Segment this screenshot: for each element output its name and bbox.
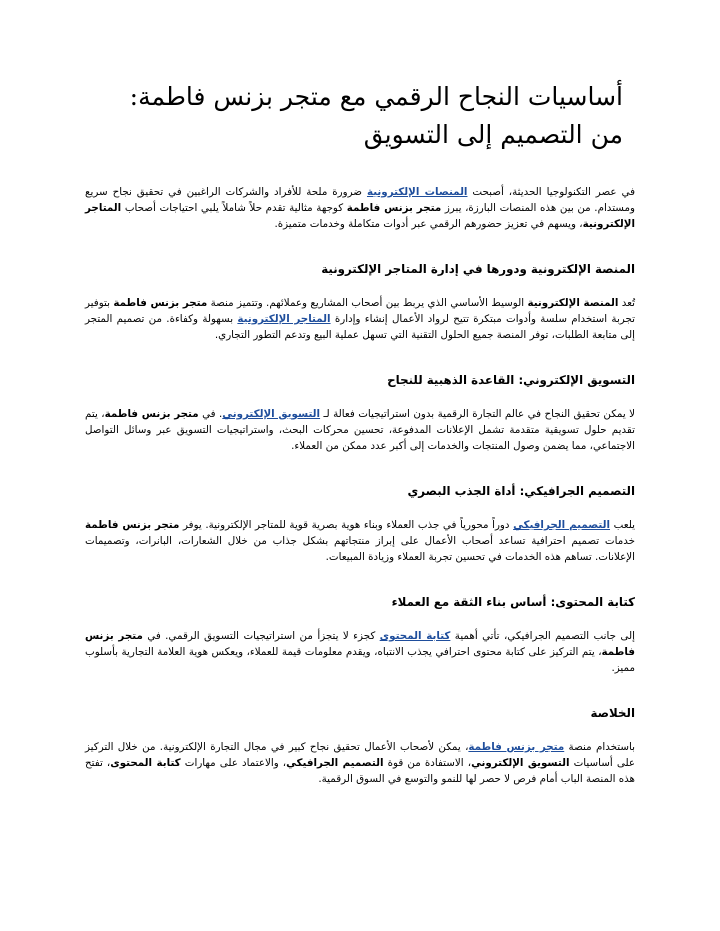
text-run: دوراً محورياً في جذب العملاء وبناء هوية بصرية قوية للمتاجر الإلكترونية. يوفر	[179, 519, 514, 531]
text-run: كجزء لا يتجزأ من استراتيجيات التسويق الرقمي. في	[142, 630, 380, 642]
bold-text: التسويق الإلكتروني	[471, 757, 570, 769]
text-run: تُعد	[618, 297, 636, 309]
text-run: ، ويسهم في تعزيز حضورهم الرقمي عبر أدوات متكاملة وخدمات متميزة.	[274, 218, 583, 230]
section-platform	[85, 260, 635, 343]
text-run: الوسيط الأساسي الذي يربط بين أصحاب المشاريع وعملائهم. وتتميز منصة	[207, 297, 528, 309]
section-paragraph	[85, 739, 635, 787]
section-e-marketing	[85, 371, 635, 454]
text-run: . في	[198, 408, 223, 420]
text-run: ، الاستفادة من قوة	[383, 757, 472, 769]
inline-link[interactable]: متجر بزنس فاطمة	[468, 741, 565, 753]
inline-link[interactable]: كتابة المحتوى	[379, 630, 451, 642]
bold-text: متجر بزنس فاطمة	[85, 630, 635, 658]
bold-text: متجر بزنس فاطمة	[85, 519, 180, 531]
text-run: ، يمكن لأصحاب الأعمال تحقيق نجاح كبير في مجال التجارة الإلكترونية. من خلال التركيز على أساسيات	[85, 741, 636, 769]
text-run: ، تفتح هذه المنصة الباب أمام فرص لا حصر لها للنمو والتوسع في السوق الرقمية.	[85, 757, 635, 785]
text-run: في عصر التكنولوجيا الحديثة، أصبحت	[467, 186, 635, 198]
section-conclusion	[85, 704, 635, 787]
text-run: ، يتم التركيز على كتابة محتوى احترافي يجذب الانتباه، ويقدم معلومات قيمة للعملاء، ويعكس هوية العلامة التجارية بأسلوب مميز.	[85, 646, 635, 674]
bold-text: المنصة الإلكترونية	[527, 297, 619, 309]
bold-text: متجر بزنس فاطمة	[104, 408, 199, 420]
text-run: يلعب	[610, 519, 635, 531]
text-run: بسهولة وكفاءة. من تصميم المتجر إلى متابعة الطلبات، توفر المنصة جميع الحلول التقنية التي تسهل عملية البيع وتدعم التطور التجاري.	[85, 313, 635, 341]
text-run: خدمات تصميم احترافية تساعد أصحاب الأعمال على إبراز منتجاتهم بشكل جذاب من خلال الشعارات، البانرات، وتصميمات الإعلانات. تساهم هذه الخدمات في تحسين تجربة العملاء وزيادة المبيعات.	[85, 535, 635, 563]
inline-link[interactable]: المتاجر الإلكترونية	[237, 313, 331, 325]
bold-text: متجر بزنس فاطمة	[113, 297, 208, 309]
section-paragraph	[85, 295, 635, 343]
text-run: ، والاعتماد على مهارات	[180, 757, 287, 769]
intro-paragraph	[85, 184, 635, 232]
inline-link[interactable]: التصميم الجرافيكي	[513, 519, 611, 531]
bold-text: كتابة المحتوى	[110, 757, 181, 769]
section-heading: التصميم الجرافيكي: أداة الجذب البصري	[407, 484, 635, 498]
text-run: بتوفير تجربة استخدام سلسة وأدوات مبتكرة تتيح لرواد الأعمال إنشاء وإدارة	[85, 297, 636, 325]
section-paragraph	[85, 406, 635, 454]
section-content-writing	[85, 593, 635, 676]
section-heading: كتابة المحتوى: أساس بناء الثقة مع العملاء	[391, 595, 635, 609]
section-heading: التسويق الإلكتروني: القاعدة الذهبية للنجاح	[387, 373, 635, 387]
document-title: أساسيات النجاح الرقمي مع متجر بزنس فاطمة: من التصميم إلى التسويق	[129, 82, 623, 149]
bold-text: المتاجر الإلكترونية	[85, 202, 635, 230]
inline-link[interactable]: التسويق الإلكتروني	[222, 408, 321, 420]
section-paragraph	[85, 517, 635, 565]
section-heading: الخلاصة	[590, 706, 635, 720]
text-run: باستخدام منصة	[564, 741, 635, 753]
text-run: ، يتم تقديم حلول تسويقية متقدمة تشمل الإعلانات المدفوعة، تحسين محركات البحث، واستراتيجيات التسويق عبر وسائل التواصل الاجتماعي، مما يضمن وصول المنتجات والخدمات إلى أكبر عدد ممكن من العملاء.	[85, 408, 635, 452]
inline-link[interactable]: المنصات الإلكترونية	[366, 186, 468, 198]
text-run: إلى جانب التصميم الجرافيكي، تأتي أهمية	[450, 630, 636, 642]
section-heading: المنصة الإلكترونية ودورها في إدارة المتاجر الإلكترونية	[321, 262, 635, 276]
bold-text: التصميم الجرافيكي	[286, 757, 384, 769]
section-graphic-design	[85, 482, 635, 565]
section-paragraph	[85, 628, 635, 676]
text-run: لا يمكن تحقيق النجاح في عالم التجارة الرقمية بدون استراتيجيات فعالة لـ	[320, 408, 636, 420]
text-run: كوجهة مثالية تقدم حلاً شاملاً يلبي احتياجات أصحاب	[121, 202, 347, 214]
text-run: ضرورة ملحة للأفراد والشركات الراغبين في تحقيق نجاح سريع ومستدام. من بين هذه المنصات البارزة، يبرز	[85, 186, 635, 214]
bold-text: متجر بزنس فاطمة	[346, 202, 442, 214]
